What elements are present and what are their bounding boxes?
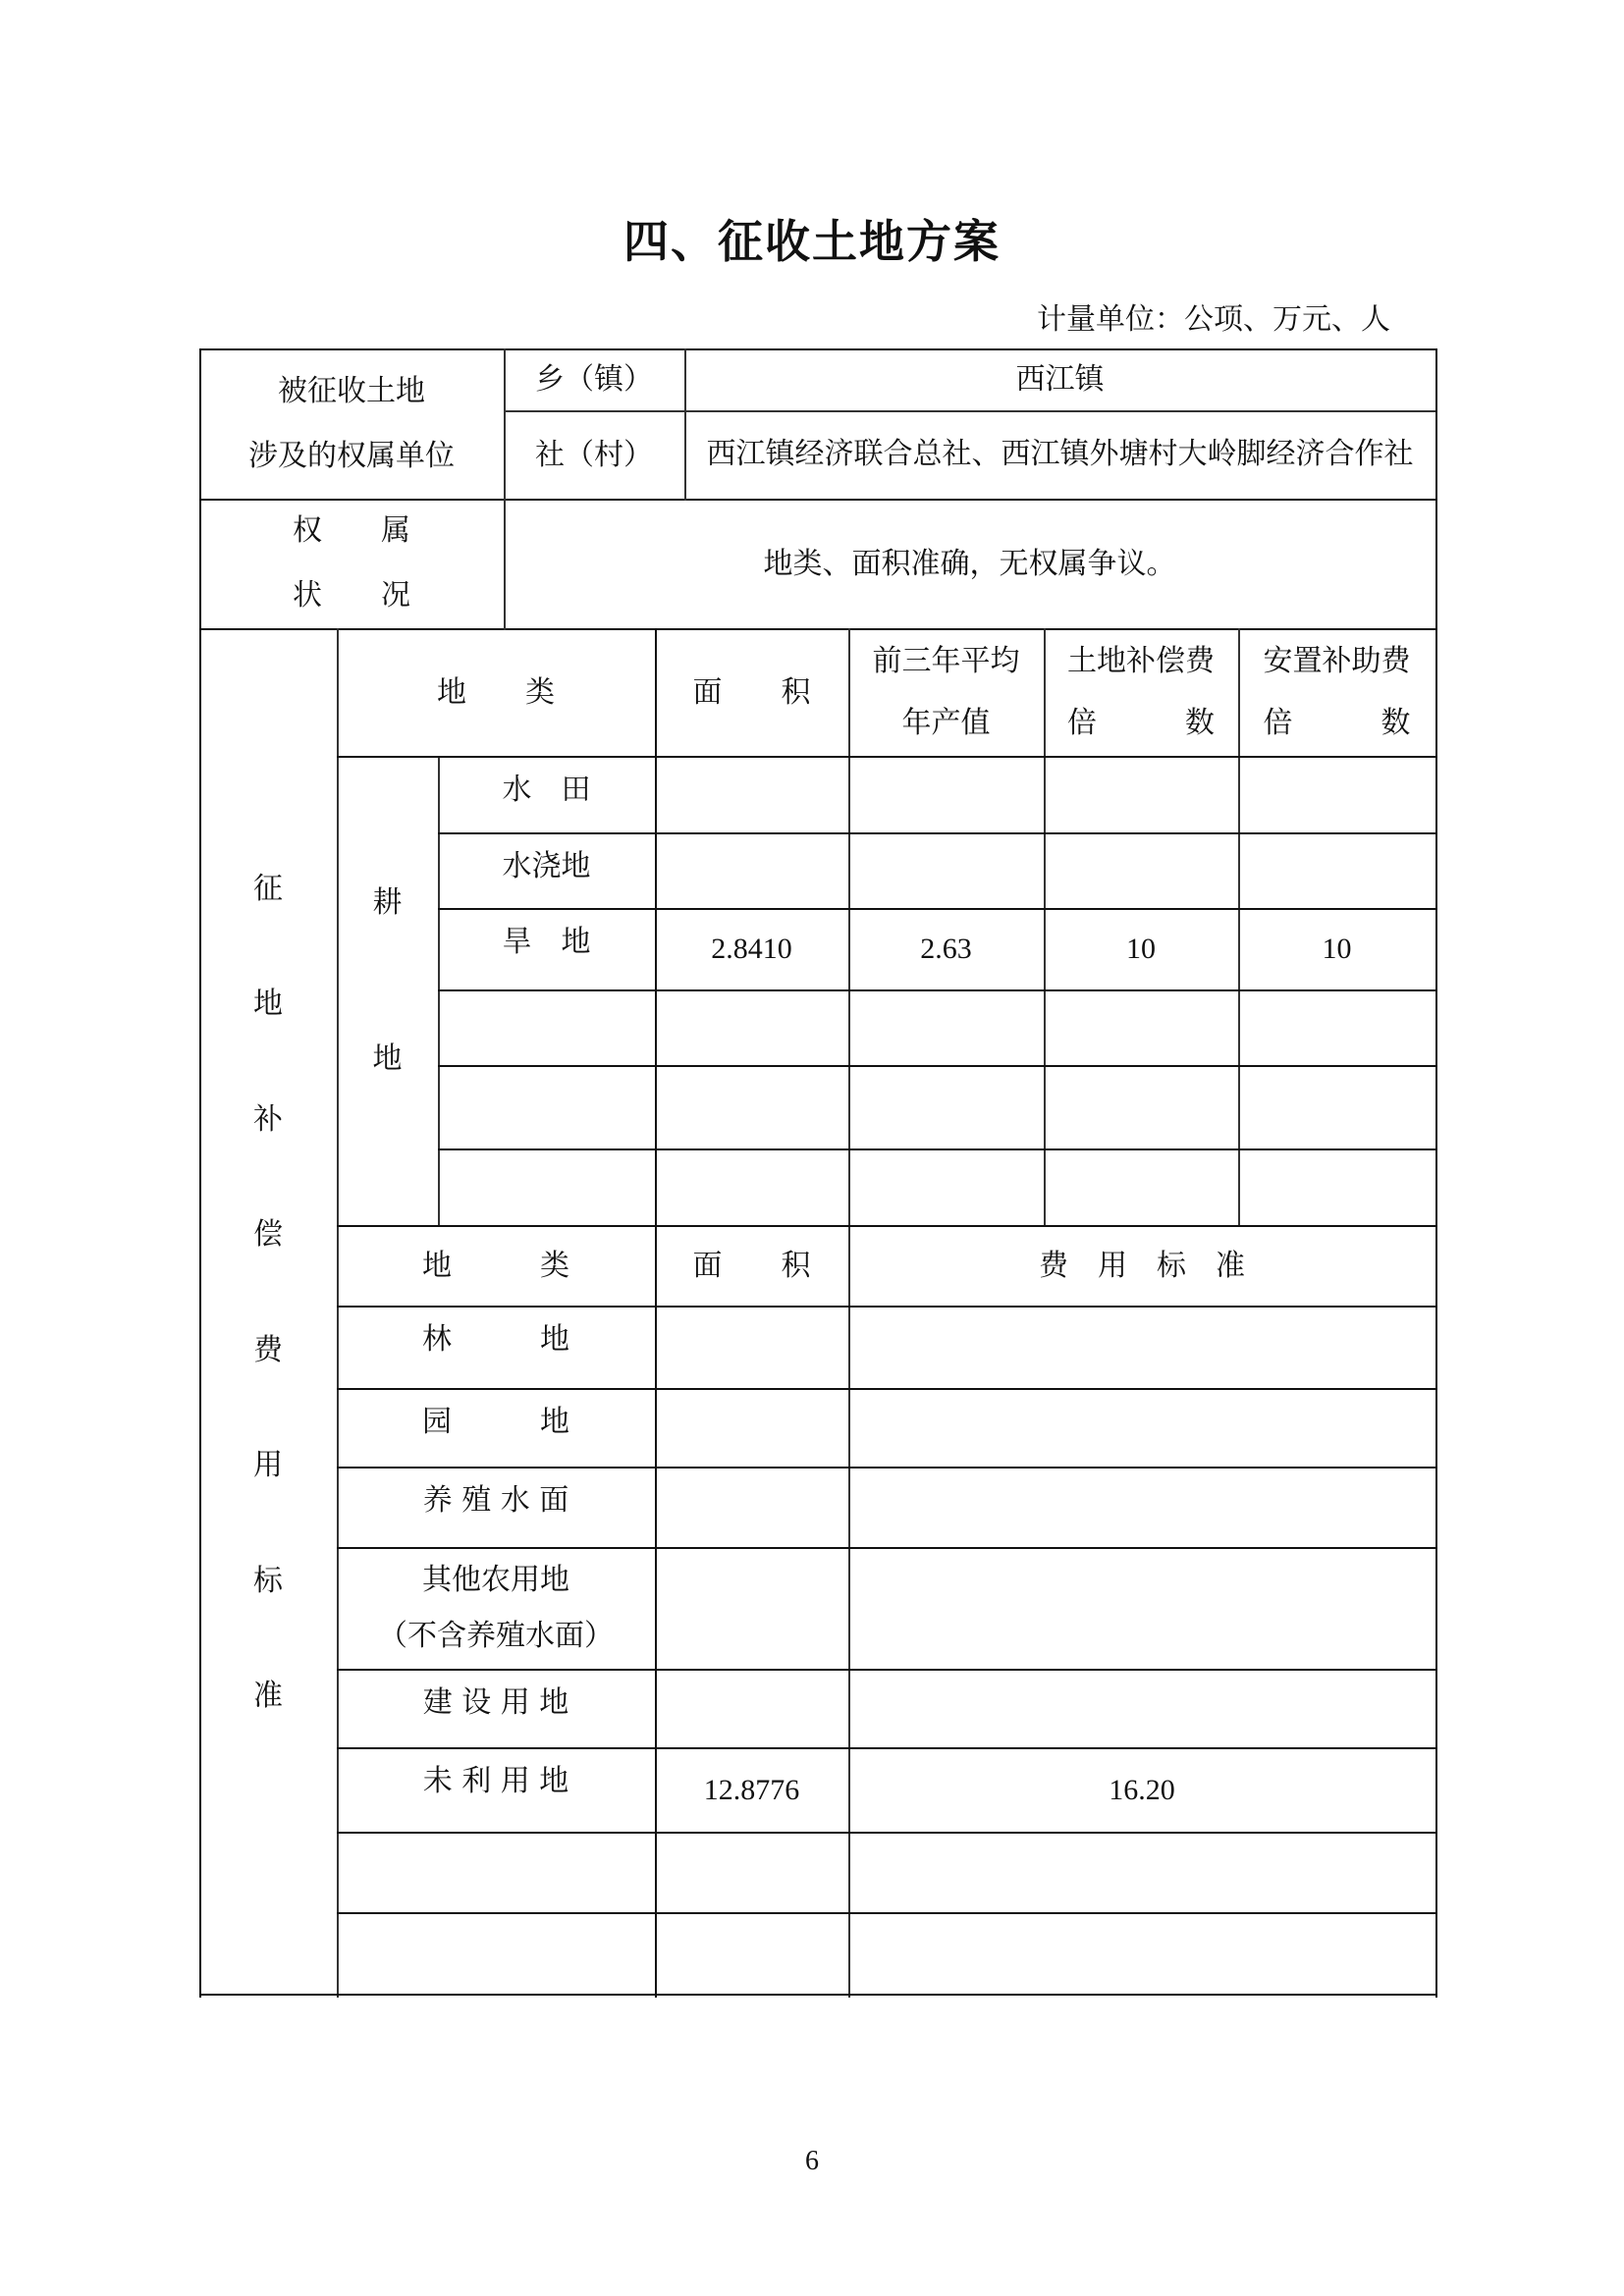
header-area xyxy=(655,628,848,756)
cultivated-row-avg-output xyxy=(848,1148,1044,1225)
header-land-type-text: 地 类 xyxy=(437,674,555,710)
side-label-char: 征 xyxy=(253,871,283,906)
header-land-comp-multiple-text: 土地补偿费 xyxy=(1067,644,1215,678)
cultivated-row-type xyxy=(438,1148,655,1225)
other-row-type xyxy=(337,1388,655,1467)
cultivated-row-resettle xyxy=(1238,1148,1435,1225)
side-label-char: 标 xyxy=(253,1563,283,1598)
page-title: 四、征收土地方案 xyxy=(623,215,1001,268)
other-row-area xyxy=(655,1832,848,1912)
other-row-area-text: 12.8776 xyxy=(703,1773,800,1806)
cultivated-row-type xyxy=(438,989,655,1065)
cultivated-row-land-comp-text: 10 xyxy=(1126,933,1156,965)
other-row-standard xyxy=(848,1467,1435,1547)
other-row-standard-text: 16.20 xyxy=(1109,1773,1175,1806)
other-header-land-type-text: 地 类 xyxy=(422,1248,569,1283)
cultivated-row-avg-output xyxy=(848,832,1044,908)
header-avg-output-text: 年产值 xyxy=(901,706,991,740)
other-row-area xyxy=(655,1306,848,1388)
village-value-text: 西江镇经济联合总社、西江镇外塘村大岭脚经济合作社 xyxy=(706,437,1414,472)
cultivated-row-avg-output-text: 2.63 xyxy=(920,933,972,965)
cultivated-row-area xyxy=(655,1148,848,1225)
other-row-type xyxy=(337,1306,655,1388)
side-label-compensation-standard xyxy=(199,628,337,1996)
cultivated-row-resettle xyxy=(1238,832,1435,908)
other-row-standard xyxy=(848,1747,1435,1832)
cultivated-row-land-comp xyxy=(1044,832,1238,908)
header-land-comp-multiple xyxy=(1044,628,1238,756)
cultivated-row-type xyxy=(438,756,655,832)
ownership-unit-label-text: 被征收土地 xyxy=(278,373,425,408)
side-label-char: 补 xyxy=(253,1101,283,1137)
ownership-unit-label xyxy=(199,348,504,499)
cultivated-row-type xyxy=(438,908,655,989)
header-land-type xyxy=(337,628,655,756)
township-value xyxy=(684,348,1435,410)
cultivated-row-area xyxy=(655,989,848,1065)
unit-note: 计量单位：公项、万元、人 xyxy=(1037,302,1390,337)
side-label-char: 费 xyxy=(253,1332,283,1367)
other-header-area xyxy=(655,1225,848,1306)
other-row-type-text: 其他农用地 xyxy=(422,1563,569,1597)
cultivated-row-area xyxy=(655,832,848,908)
status-value-text: 地类、面积准确，无权属争议。 xyxy=(763,546,1176,581)
other-header-standard xyxy=(848,1225,1435,1306)
cultivated-row-area xyxy=(655,908,848,989)
other-row-type-text: 养 殖 水 面 xyxy=(422,1483,569,1518)
cultivated-row-resettle xyxy=(1238,989,1435,1065)
other-row-standard xyxy=(848,1306,1435,1388)
cultivated-row-resettle xyxy=(1238,1065,1435,1148)
cultivated-row-resettle xyxy=(1238,908,1435,989)
header-resettle-multiple-text: 安置补助费 xyxy=(1263,644,1411,678)
cultivated-row-type xyxy=(438,832,655,908)
cultivated-row-type-text: 水 田 xyxy=(502,773,591,807)
ownership-unit-label-text: 涉及的权属单位 xyxy=(248,438,455,473)
cultivated-row-area xyxy=(655,756,848,832)
status-label-text: 状 况 xyxy=(293,578,410,613)
cultivated-row-resettle xyxy=(1238,756,1435,832)
cultivated-group-label xyxy=(337,756,438,1225)
village-label-text: 社（村） xyxy=(535,437,653,472)
other-row-type xyxy=(337,1747,655,1832)
header-resettle-multiple xyxy=(1238,628,1435,756)
other-row-area xyxy=(655,1388,848,1467)
cultivated-row-land-comp xyxy=(1044,908,1238,989)
cultivated-row-area xyxy=(655,1065,848,1148)
cultivated-row-avg-output xyxy=(848,908,1044,989)
table-rule xyxy=(199,1994,1437,1996)
cultivated-row-land-comp xyxy=(1044,1148,1238,1225)
township-value-text: 西江镇 xyxy=(1015,362,1105,397)
cultivated-row-land-comp xyxy=(1044,989,1238,1065)
header-avg-output-text: 前三年平均 xyxy=(872,644,1020,678)
township-label xyxy=(504,348,684,410)
table-rule xyxy=(1435,348,1437,1998)
cultivated-group-label-text: 地 xyxy=(372,1041,403,1076)
header-avg-output xyxy=(848,628,1044,756)
other-row-type xyxy=(337,1547,655,1669)
other-row-standard xyxy=(848,1912,1435,1994)
side-label-char: 用 xyxy=(253,1448,283,1483)
cultivated-row-type-text: 旱 地 xyxy=(502,925,591,959)
cultivated-row-land-comp xyxy=(1044,756,1238,832)
cultivated-row-avg-output xyxy=(848,1065,1044,1148)
other-header-land-type xyxy=(337,1225,655,1306)
village-label xyxy=(504,410,684,499)
cultivated-row-area-text: 2.8410 xyxy=(711,933,792,965)
other-row-area xyxy=(655,1747,848,1832)
other-row-area xyxy=(655,1547,848,1669)
cultivated-row-avg-output xyxy=(848,989,1044,1065)
cultivated-row-type-text: 水浇地 xyxy=(502,849,591,883)
other-row-type-text: 未 利 用 地 xyxy=(422,1764,569,1798)
other-row-area xyxy=(655,1669,848,1747)
header-resettle-multiple-text: 倍 数 xyxy=(1263,706,1411,740)
side-label-char: 偿 xyxy=(253,1217,283,1253)
status-label-text: 权 属 xyxy=(293,513,410,548)
other-row-type xyxy=(337,1467,655,1547)
other-row-type-text: 园 地 xyxy=(422,1405,569,1439)
side-label-char: 地 xyxy=(253,987,283,1022)
township-label-text: 乡（镇） xyxy=(535,362,653,397)
other-row-type xyxy=(337,1669,655,1747)
cultivated-row-avg-output xyxy=(848,756,1044,832)
other-row-area xyxy=(655,1912,848,1994)
other-row-standard xyxy=(848,1669,1435,1747)
other-row-type xyxy=(337,1912,655,1994)
other-header-area-text: 面 积 xyxy=(692,1248,811,1283)
other-row-standard xyxy=(848,1547,1435,1669)
cultivated-row-resettle-text: 10 xyxy=(1322,933,1352,965)
status-label xyxy=(199,499,504,628)
side-label-char: 准 xyxy=(253,1679,283,1714)
other-row-area xyxy=(655,1467,848,1547)
header-land-comp-multiple-text: 倍 数 xyxy=(1067,706,1215,740)
other-row-type-text: 建 设 用 地 xyxy=(422,1685,569,1720)
other-header-standard-text: 费 用 标 准 xyxy=(1039,1248,1245,1283)
page-number: 6 xyxy=(805,2146,819,2176)
cultivated-group-label-text: 耕 xyxy=(372,885,403,920)
cultivated-row-type xyxy=(438,1065,655,1148)
other-row-type-text: 林 地 xyxy=(422,1322,569,1357)
header-area-text: 面 积 xyxy=(692,674,811,710)
other-row-standard xyxy=(848,1388,1435,1467)
cultivated-row-land-comp xyxy=(1044,1065,1238,1148)
village-value xyxy=(692,410,1428,499)
other-row-type xyxy=(337,1832,655,1912)
other-row-standard xyxy=(848,1832,1435,1912)
other-row-type-text: （不含养殖水面） xyxy=(378,1619,614,1653)
status-value xyxy=(504,499,1435,628)
